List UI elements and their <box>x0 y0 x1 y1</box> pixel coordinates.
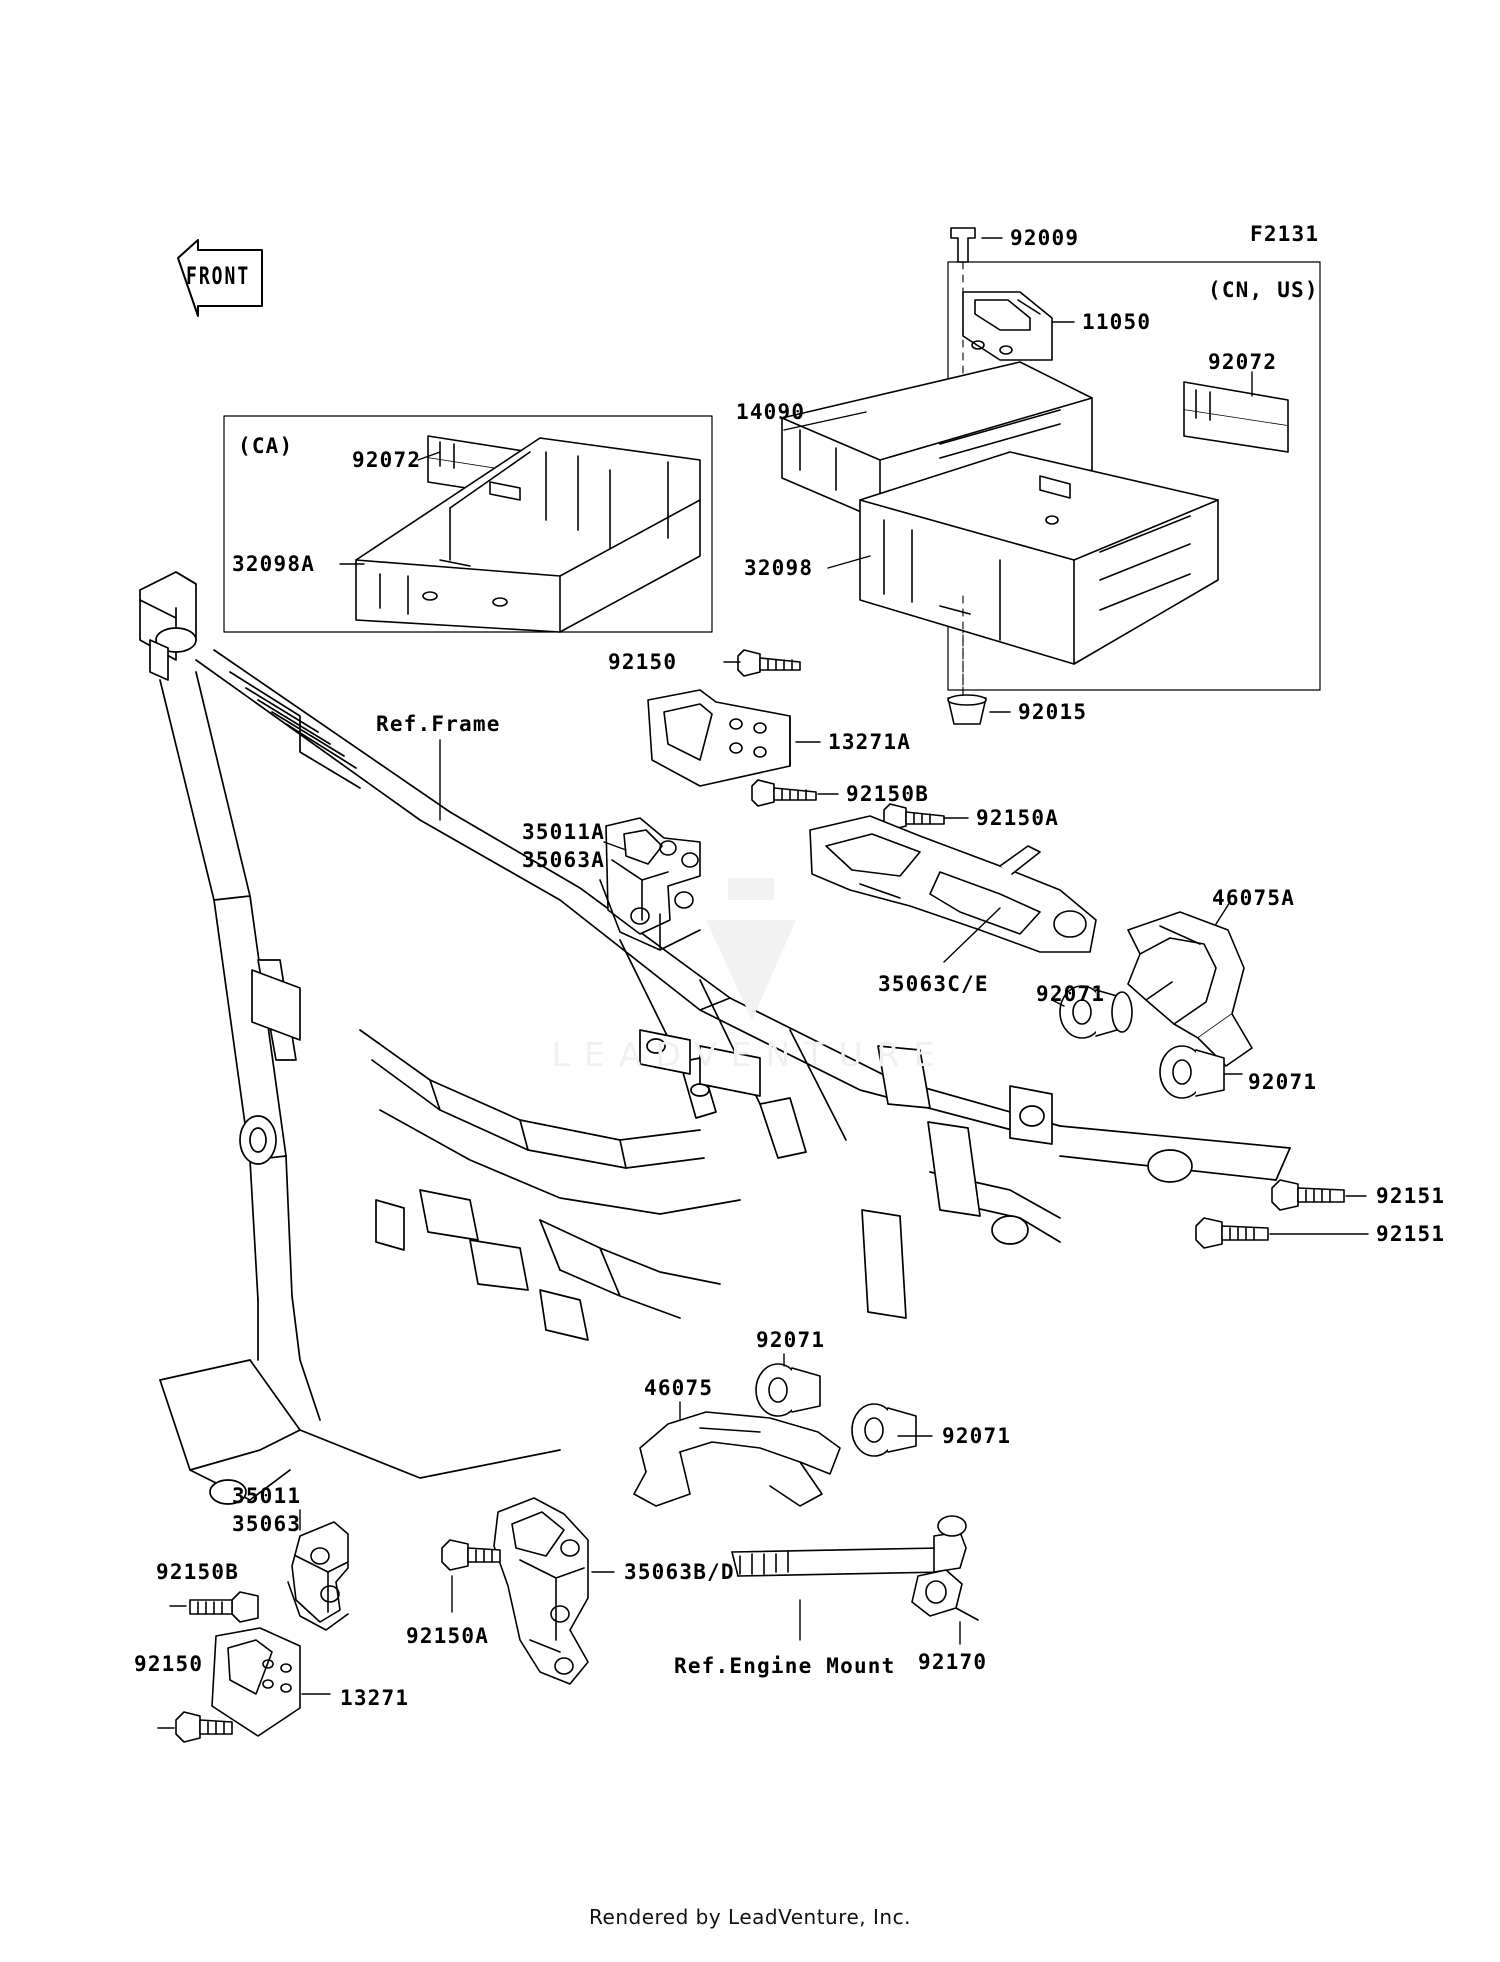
callout-46075A: 46075A <box>1212 886 1296 910</box>
part-35011-35063-bracket <box>288 1522 348 1630</box>
callout-92072-left: 92072 <box>352 448 422 472</box>
front-label: FRONT <box>186 262 251 291</box>
part-92150A-bolt-lower <box>442 1540 500 1570</box>
callout-92071-mid: 92071 <box>756 1328 826 1352</box>
part-46075A-grip <box>1128 912 1252 1066</box>
part-92150B-bolt-lower <box>190 1592 258 1622</box>
callout-92150A-upper: 92150A <box>976 806 1060 830</box>
region-ca-label: (CA) <box>238 434 294 458</box>
callout-13271: 13271 <box>340 1686 410 1710</box>
figure-code: F2131 <box>1250 222 1320 246</box>
callout-35063C-E: 35063C/E <box>878 972 989 996</box>
region-cn-us-label: (CN, US) <box>1208 278 1319 302</box>
callout-32098A: 32098A <box>232 552 316 576</box>
callout-35063A: 35063A <box>522 848 606 872</box>
callout-92015: 92015 <box>1018 700 1088 724</box>
callout-92071-upper-right: 92071 <box>1036 982 1106 1006</box>
callout-92150-upper: 92150 <box>608 650 678 674</box>
callout-92072-right: 92072 <box>1208 350 1278 374</box>
ref-engine-mount-label: Ref.Engine Mount <box>674 1654 896 1678</box>
callout-92170: 92170 <box>918 1650 988 1674</box>
part-92151-bolt-1 <box>1272 1180 1344 1210</box>
part-13271-plate <box>212 1628 300 1736</box>
part-13271A-plate <box>648 690 790 786</box>
callout-35011: 35011 <box>232 1484 302 1508</box>
part-32098-battery-case <box>860 452 1218 664</box>
callout-35063: 35063 <box>232 1512 302 1536</box>
part-92071-bushing-low <box>852 1404 916 1456</box>
part-35063C-E-arm <box>810 816 1096 952</box>
callout-92151-1: 92151 <box>1376 1184 1446 1208</box>
callout-32098: 32098 <box>744 556 814 580</box>
callout-92150B-lower: 92150B <box>156 1560 240 1584</box>
callout-92150B-upper: 92150B <box>846 782 930 806</box>
part-engine-mount-rod <box>732 1516 966 1576</box>
callout-92150A-lower: 92150A <box>406 1624 490 1648</box>
ref-frame-label: Ref.Frame <box>376 712 501 736</box>
callout-35011A: 35011A <box>522 820 606 844</box>
part-92072-damper-right <box>1184 382 1288 452</box>
part-92151-bolt-2 <box>1196 1218 1268 1248</box>
watermark-text: LEADVENTURE <box>551 1035 949 1074</box>
callout-92071-lower-right: 92071 <box>1248 1070 1318 1094</box>
callout-11050: 11050 <box>1082 310 1152 334</box>
callout-35063B-D: 35063B/D <box>624 1560 735 1584</box>
callout-13271A: 13271A <box>828 730 912 754</box>
part-92150B-bolt-upper <box>752 780 816 806</box>
part-46075-grip <box>634 1412 840 1506</box>
part-92170-clamp <box>912 1570 978 1620</box>
footer-credit: Rendered by LeadVenture, Inc. <box>589 1905 911 1929</box>
callout-92150-lower: 92150 <box>134 1652 204 1676</box>
callout-92151-2: 92151 <box>1376 1222 1446 1246</box>
callout-46075: 46075 <box>644 1376 714 1400</box>
callout-14090: 14090 <box>736 400 806 424</box>
part-92150-bolt-lower <box>176 1712 232 1742</box>
part-35011A-35063A-bracket <box>600 818 700 950</box>
part-92150-bolt-upper <box>738 650 800 676</box>
callout-92071-low: 92071 <box>942 1424 1012 1448</box>
part-11050-bracket <box>963 292 1052 360</box>
part-92071-bushing-mid <box>756 1364 820 1416</box>
part-35063B-D-bracket <box>494 1498 588 1684</box>
front-arrow-badge <box>168 248 268 310</box>
callout-92009: 92009 <box>1010 226 1080 250</box>
